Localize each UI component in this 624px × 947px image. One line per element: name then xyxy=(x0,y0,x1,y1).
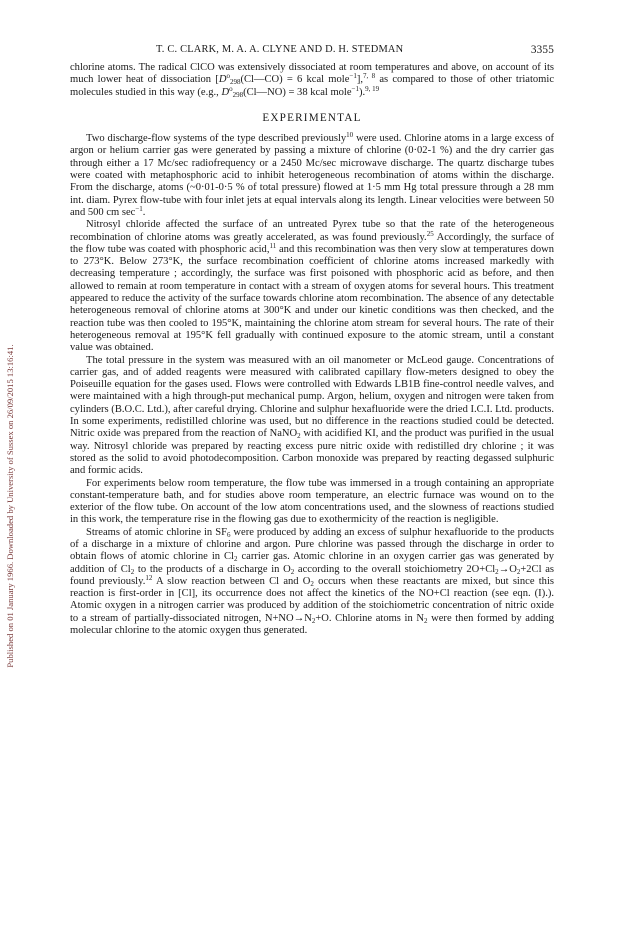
section-heading-experimental: EXPERIMENTAL xyxy=(262,111,362,124)
citation: 25 xyxy=(426,229,434,238)
citation: 10 xyxy=(346,131,354,140)
running-header xyxy=(70,44,554,58)
citation: 12 xyxy=(145,573,153,582)
page-number: 3355 xyxy=(530,44,554,56)
download-watermark-text: Published on 01 January 1966. Downloaded by University of Sussex on 26/09/2015 13:16:41. xyxy=(5,344,15,668)
citation: 7, 8 xyxy=(363,72,376,81)
header-authors: T. C. CLARK, M. A. A. CLYNE AND D. H. STEDMAN xyxy=(156,44,404,55)
paragraph-atomic-chlorine-streams: Streams of atomic chlorine in $SF_6$ were produced by adding an excess of sulphur hexafluoride to the products of a discharge in a mixture of chlorine and argon. Pure chlorine was passed through the discharge in order to obtain flows of atomic chlorine in $Cl_2$ carrier gas. Atomic chlorine in an oxygen carrier gas was generated by addition of $Cl_2$ to the products of a discharge in $O_2$ according to the overall stoichiometry $2O+Cl_2\to O_2+2Cl$ as found previously.$^{12}$ A slow reaction between Cl and $O_2$ occurs when these reactants are mixed, but since this reaction is first-order in [Cl], its occurrence does not affect the kinetics of the NO+Cl reaction (see eqn. (I).). Atomic oxygen in a nitrogen carrier was produced by addition of the stoichiometric concentration of nitric oxide to a stream of partially-dissociated nitrogen, $N+NO\to N_2+O$. Chlorine atoms in $N_2$ were then formed by adding molecular chlorine to the atomic oxygen thus generated. xyxy=(70,526,555,637)
citation: 11 xyxy=(269,241,277,250)
intro-paragraph: chlorine atoms. The radical ClCO was extensively dissociated at room temperatures and above, on account of its much lower heat of dissociation [$D^o_{298}(Cl—CO) = 6$ kcal mole$^{-1}$],$^{7, 8}$ as compared to those of other triatomic molecules studied in this way (e.g., $D^o_{298}(Cl—NO) = 38$ kcal mole$^{-1}$).$^{9, 19}$ xyxy=(70,62,554,99)
paragraph-discharge-systems: Two discharge-flow systems of the type described previously$^{10}$ were used. Chlorine atoms in a large excess of argon or helium carrier gas were generated by passing a mixture of chlorine (0·02-1 %) and the dry carrier gas through either a 17 Mc/sec radiofrequency or a 2450 Mc/sec microwave discharge. The quartz discharge tubes were coated with metaphosphoric acid to inhibit heterogeneous recombination of atoms within the discharge. From the discharge, atoms (~0·01-0·5 % of total pressure) flowed at 1·5 mm Hg total pressure through a 28 mm int. diam. Pyrex flow-tube with four inlet jets at equal intervals along its length. Linear velocities were between 50 and 500 cm $\sec^{-1}$. xyxy=(70,131,554,218)
download-watermark xyxy=(2,186,18,826)
paragraph-pressure-measurement: The total pressure in the system was measured with an oil manometer or McLeod gauge. Concentrations of carrier gas, and of added reagents were measured with calibrated capillary flow-meters designed to obey the Poiseuille equation for the gases used. Flows were controlled with Edwards LB1B fine-control needle valves, and were maintained with a high through-put mechanical pump. Argon, helium, oxygen and nitrogen were taken from cylinders (B.O.C. Ltd.), after careful drying. Chlorine and sulphur hexafluoride were the dried I.C.I. Ltd. products. In some experiments, redistilled chlorine was used, but no difference in the reactions studied could be detected. Nitric oxide was prepared from the reaction of NaNO$_2$ with acidified KI, and the product was purified in the usual way. Nitrosyl chloride was prepared by reacting excess pure nitric oxide with redistilled dry chlorine ; it was stored as the solid to avoid photodecomposition. Carbon monoxide was prepared by reacting degassed sulphuric and formic acids. xyxy=(70,354,554,477)
citation: 9, 19 xyxy=(365,84,380,93)
page-body xyxy=(70,62,554,637)
paragraph-temperature-control: For experiments below room temperature, the flow tube was immersed in a trough containing an appropriate constant-temperature bath, and for studies above room temperature, an electric furnace was wound on to the exterior of the flow tube. On account of the low atom concentrations used, and the slowness of reactions studied in this work, the temperature rise in the flowing gas due to exothermicity of the reaction is negligible. xyxy=(70,477,554,526)
paragraph-nitrosyl-chloride: Nitrosyl chloride affected the surface of an untreated Pyrex tube so that the rate of the heterogeneous recombination of chlorine atoms was greatly accelerated, as was found previously.$^{25}$ Accordingly, the surface of the flow tube was coated with phosphoric acid,$^{11}$ and this recombination was then very slow at temperatures down to 273°K. Below 273°K, the surface recombination coefficient of chlorine atoms increased markedly with decreasing temperature ; accordingly, the surface was first poisoned with phosphoric acid as before, and then allowed to remain at room temperature in contact with a stream of oxygen atoms for several hours. This treatment appeared to reduce the activity of the surface towards chlorine atom recombination. The absence of any detectable heterogeneous removal of chlorine atoms at 300°K and under our kinetic conditions was then checked, and the reaction tube was then cooled to 195°K, maintaining the chlorine atom stream for several hours. The rate of their heterogeneous removal at 195°K fell gradually with continued exposure to the atomic stream, until a constant value was obtained. xyxy=(70,219,555,354)
